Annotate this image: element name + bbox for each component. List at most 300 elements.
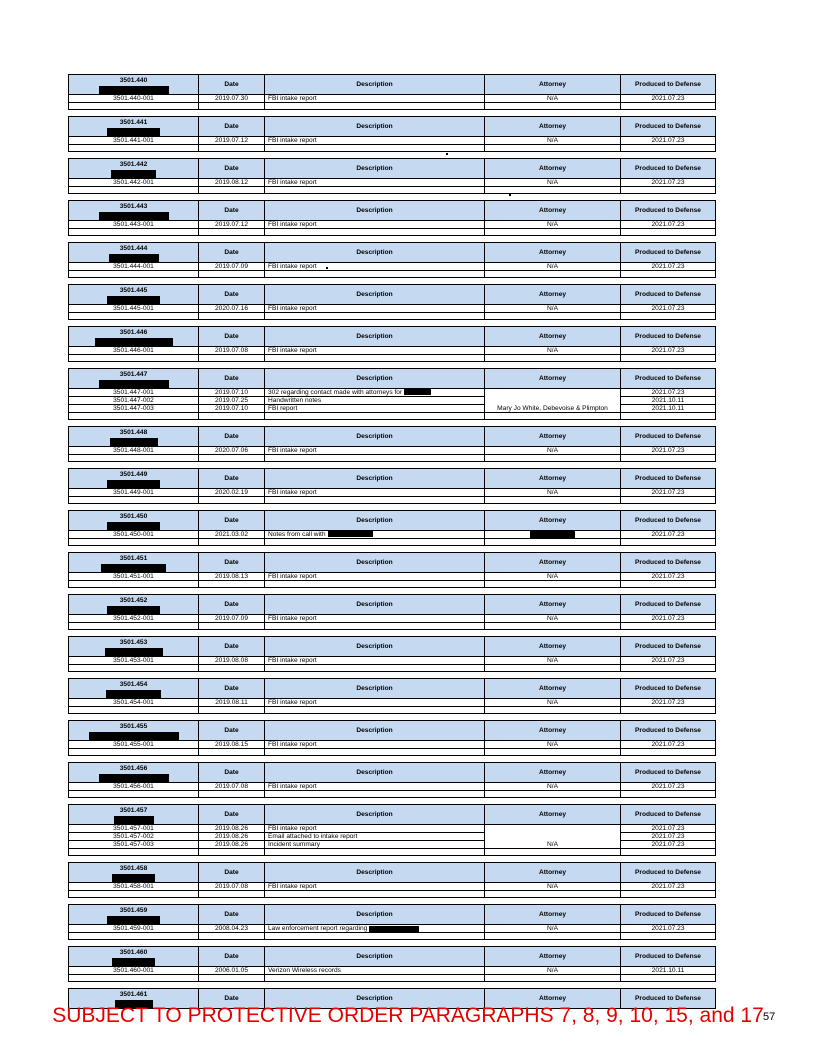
description-cell [265, 397, 485, 405]
description-column-header: Description [265, 679, 485, 699]
produced-date-cell: 2021.07.23 [621, 657, 716, 665]
description-text: Handwritten notes [268, 397, 322, 404]
date-column-header: Date [199, 469, 265, 489]
attorney-column-header: Attorney [485, 75, 621, 95]
empty-cell [69, 975, 199, 982]
table-row [69, 573, 716, 581]
spacer-row [69, 145, 716, 152]
produced-date-cell: 2021.07.23 [621, 95, 716, 103]
document-id-cell: 3501.447-003 [69, 405, 199, 413]
group-id-cell [69, 679, 199, 699]
description-cell [265, 95, 485, 103]
description-text: FBI report [268, 405, 298, 412]
date-cell: 2019.07.25 [199, 397, 265, 405]
group-id: 3501.447 [119, 371, 148, 378]
produced-date-cell: 2021.07.23 [621, 179, 716, 187]
attorney-cell: N/A [485, 925, 621, 933]
redaction-bar [109, 254, 159, 262]
attorney-cell [485, 531, 621, 539]
table-row [69, 531, 716, 539]
empty-cell [621, 413, 716, 420]
description-column-header: Description [265, 805, 485, 825]
description-text: 302 regarding contact made with attorneys for [268, 389, 403, 396]
date-cell: 2019.08.13 [199, 573, 265, 581]
produced-date-cell: 2021.07.23 [621, 783, 716, 791]
attorney-column-header: Attorney [485, 947, 621, 967]
group-id: 3501.444 [119, 245, 148, 252]
empty-cell [199, 145, 265, 152]
description-column-header: Description [265, 469, 485, 489]
attorney-cell: N/A [485, 699, 621, 707]
attorney-redaction [530, 531, 575, 538]
empty-cell [199, 749, 265, 756]
empty-cell [265, 933, 485, 940]
table-row [69, 221, 716, 229]
empty-cell [621, 665, 716, 672]
date-column-header: Date [199, 369, 265, 389]
empty-cell [265, 539, 485, 546]
spacer-row [69, 455, 716, 462]
description-column-header: Description [265, 511, 485, 531]
exhibit-group [68, 74, 716, 110]
description-text: FBI intake report [268, 883, 317, 891]
date-cell: 2019.07.10 [199, 405, 265, 413]
group-header-row [69, 469, 716, 489]
description-column-header: Description [265, 117, 485, 137]
empty-cell [265, 313, 485, 320]
produced-column-header: Produced to Defense [621, 553, 716, 573]
exhibit-group [68, 762, 716, 798]
description-column-header: Description [265, 75, 485, 95]
date-cell: 2019.08.08 [199, 657, 265, 665]
table-row [69, 741, 716, 749]
document-id-cell: 3501.442-001 [69, 179, 199, 187]
attorney-cell: N/A [485, 447, 621, 455]
attorney-column-header: Attorney [485, 369, 621, 389]
page-number: 57 [763, 1011, 776, 1023]
document-id-cell: 3501.445-001 [69, 305, 199, 313]
attorney-column-header: Attorney [485, 469, 621, 489]
empty-cell [265, 229, 485, 236]
spacer-row [69, 623, 716, 630]
document-id-cell: 3501.452-001 [69, 615, 199, 623]
produced-column-header: Produced to Defense [621, 905, 716, 925]
empty-cell [265, 497, 485, 504]
attorney-column-header: Attorney [485, 637, 621, 657]
empty-cell [621, 891, 716, 898]
description-column-header: Description [265, 905, 485, 925]
produced-column-header: Produced to Defense [621, 75, 716, 95]
attorney-cell: N/A [485, 179, 621, 187]
group-id-cell [69, 285, 199, 305]
spacer-row [69, 581, 716, 588]
attorney-cell: N/A [485, 657, 621, 665]
empty-cell [199, 455, 265, 462]
date-column-header: Date [199, 327, 265, 347]
empty-cell [265, 849, 485, 856]
group-id-cell [69, 327, 199, 347]
spacer-row [69, 975, 716, 982]
description-cell [265, 925, 485, 933]
empty-cell [485, 187, 621, 194]
table-row [69, 967, 716, 975]
empty-cell [621, 313, 716, 320]
group-header-row [69, 679, 716, 699]
produced-date-cell: 2021.07.23 [621, 347, 716, 355]
table-row [69, 825, 716, 833]
empty-cell [69, 891, 199, 898]
redaction-bar [107, 606, 160, 614]
table-row [69, 389, 716, 397]
empty-cell [621, 791, 716, 798]
group-id-cell [69, 947, 199, 967]
empty-cell [265, 413, 485, 420]
exhibit-index-sheet [68, 74, 715, 1009]
empty-cell [199, 229, 265, 236]
date-column-header: Date [199, 595, 265, 615]
group-header-row [69, 905, 716, 925]
attorney-cell: N/A [485, 263, 621, 271]
produced-column-header: Produced to Defense [621, 595, 716, 615]
document-id-cell: 3501.447-001 [69, 389, 199, 397]
empty-cell [199, 271, 265, 278]
group-id: 3501.446 [119, 329, 148, 336]
table-row [69, 137, 716, 145]
table-row [69, 699, 716, 707]
redaction-bar [107, 296, 160, 304]
document-id-cell: 3501.450-001 [69, 531, 199, 539]
empty-cell [199, 665, 265, 672]
exhibit-group [68, 946, 716, 982]
description-column-header: Description [265, 243, 485, 263]
date-column-header: Date [199, 947, 265, 967]
empty-cell [199, 413, 265, 420]
description-text: FBI intake report [268, 615, 317, 623]
table-row [69, 925, 716, 933]
description-text: FBI intake report [268, 263, 317, 270]
exhibit-group [68, 116, 716, 152]
redaction-bar [112, 874, 155, 882]
document-id-cell: 3501.459-001 [69, 925, 199, 933]
description-text: FBI intake report [268, 699, 317, 707]
empty-cell [485, 665, 621, 672]
exhibit-group [68, 200, 716, 236]
group-id: 3501.460 [119, 949, 148, 957]
attorney-cell: N/A [485, 137, 621, 145]
produced-date-cell: 2021.10.11 [621, 967, 716, 975]
empty-cell [69, 497, 199, 504]
date-cell: 2008.04.23 [199, 925, 265, 933]
document-id-cell: 3501.457-001 [69, 825, 199, 833]
empty-cell [69, 933, 199, 940]
empty-cell [621, 455, 716, 462]
exhibit-group [68, 426, 716, 462]
group-header-row [69, 243, 716, 263]
spacer-row [69, 355, 716, 362]
description-cell [265, 389, 485, 397]
empty-cell [69, 623, 199, 630]
exhibit-group [68, 368, 716, 420]
group-id: 3501.442 [119, 161, 148, 168]
attorney-column-header: Attorney [485, 763, 621, 783]
description-text: Law enforcement report regarding [268, 925, 368, 933]
produced-date-cell: 2021.10.11 [621, 397, 716, 405]
empty-cell [69, 413, 199, 420]
description-cell [265, 833, 485, 841]
empty-cell [69, 707, 199, 714]
group-id-cell [69, 863, 199, 883]
empty-cell [199, 103, 265, 110]
empty-cell [485, 271, 621, 278]
group-id: 3501.458 [119, 865, 148, 873]
empty-cell [485, 891, 621, 898]
description-column-header: Description [265, 369, 485, 389]
attorney-text: N/A [547, 841, 558, 849]
table-row [69, 883, 716, 891]
produced-date-cell: 2021.07.23 [621, 573, 716, 581]
group-id-cell [69, 201, 199, 221]
exhibit-group [68, 636, 716, 672]
empty-cell [485, 539, 621, 546]
redaction-bar [107, 480, 160, 488]
date-column-header: Date [199, 553, 265, 573]
description-column-header: Description [265, 721, 485, 741]
empty-cell [199, 581, 265, 588]
scan-speck [509, 194, 511, 196]
date-cell: 2019.07.10 [199, 389, 265, 397]
empty-cell [485, 623, 621, 630]
empty-cell [485, 581, 621, 588]
date-column-header: Date [199, 763, 265, 783]
description-column-header: Description [265, 201, 485, 221]
empty-cell [265, 145, 485, 152]
produced-date-cell: 2021.07.23 [621, 841, 716, 849]
spacer-row [69, 187, 716, 194]
attorney-cell: N/A [485, 95, 621, 103]
produced-column-header: Produced to Defense [621, 243, 716, 263]
date-cell: 2019.07.08 [199, 783, 265, 791]
produced-date-cell: 2021.07.23 [621, 221, 716, 229]
empty-cell [485, 849, 621, 856]
produced-column-header: Produced to Defense [621, 763, 716, 783]
date-cell: 2020.07.16 [199, 305, 265, 313]
attorney-column-header: Attorney [485, 117, 621, 137]
empty-cell [265, 271, 485, 278]
description-cell [265, 531, 485, 539]
empty-cell [69, 145, 199, 152]
empty-cell [199, 933, 265, 940]
group-id: 3501.440 [119, 77, 148, 84]
empty-cell [265, 791, 485, 798]
description-column-header: Description [265, 989, 485, 1009]
empty-cell [485, 413, 621, 420]
attorney-column-header: Attorney [485, 553, 621, 573]
produced-date-cell: 2021.07.23 [621, 699, 716, 707]
group-header-row [69, 117, 716, 137]
description-cell [265, 263, 485, 271]
spacer-row [69, 413, 716, 420]
attorney-column-header: Attorney [485, 243, 621, 263]
date-cell: 2019.07.09 [199, 615, 265, 623]
redaction-bar [99, 380, 169, 388]
date-cell: 2019.07.08 [199, 347, 265, 355]
attorney-column-header: Attorney [485, 327, 621, 347]
empty-cell [621, 145, 716, 152]
produced-date-cell: 2021.07.23 [621, 833, 716, 841]
produced-column-header: Produced to Defense [621, 285, 716, 305]
empty-cell [621, 187, 716, 194]
redaction-bar [106, 690, 161, 698]
description-column-header: Description [265, 427, 485, 447]
date-cell: 2019.08.26 [199, 825, 265, 833]
group-id-cell [69, 243, 199, 263]
produced-date-cell: 2021.07.23 [621, 305, 716, 313]
date-column-header: Date [199, 243, 265, 263]
group-id: 3501.452 [119, 597, 148, 605]
group-id-cell [69, 511, 199, 531]
attorney-cell: N/A [485, 489, 621, 497]
description-cell [265, 825, 485, 833]
protective-order-footer: SUBJECT TO PROTECTIVE ORDER PARAGRAPHS 7, 8, 9, 10, 15, and 17 [52, 1004, 764, 1027]
produced-column-header: Produced to Defense [621, 863, 716, 883]
date-cell: 2019.08.26 [199, 841, 265, 849]
date-cell: 2019.08.12 [199, 179, 265, 187]
empty-cell [69, 187, 199, 194]
description-cell [265, 883, 485, 891]
group-header-row [69, 159, 716, 179]
description-cell [265, 573, 485, 581]
produced-column-header: Produced to Defense [621, 427, 716, 447]
empty-cell [69, 749, 199, 756]
table-row [69, 615, 716, 623]
description-cell [265, 783, 485, 791]
produced-date-cell: 2021.07.23 [621, 389, 716, 397]
attorney-cell: N/A [485, 741, 621, 749]
date-column-header: Date [199, 285, 265, 305]
description-text: FBI intake report [268, 347, 317, 354]
spacer-row [69, 791, 716, 798]
redaction-bar [107, 128, 160, 136]
empty-cell [69, 313, 199, 320]
group-header-row [69, 553, 716, 573]
exhibit-group [68, 678, 716, 714]
empty-cell [69, 791, 199, 798]
group-id: 3501.459 [119, 907, 148, 915]
attorney-cell [485, 825, 621, 849]
group-id: 3501.451 [119, 555, 148, 563]
description-cell [265, 347, 485, 355]
redaction-bar [89, 732, 179, 740]
date-cell: 2019.07.08 [199, 883, 265, 891]
group-id-cell [69, 805, 199, 825]
empty-cell [485, 975, 621, 982]
table-row [69, 95, 716, 103]
date-cell: 2006.01.05 [199, 967, 265, 975]
empty-cell [485, 103, 621, 110]
empty-cell [199, 497, 265, 504]
description-column-header: Description [265, 595, 485, 615]
empty-cell [265, 455, 485, 462]
date-column-header: Date [199, 637, 265, 657]
exhibit-group [68, 510, 716, 546]
attorney-cell: N/A [485, 221, 621, 229]
empty-cell [621, 623, 716, 630]
group-id: 3501.449 [119, 471, 148, 478]
empty-cell [485, 497, 621, 504]
produced-date-cell: 2021.07.23 [621, 825, 716, 833]
group-header-row [69, 285, 716, 305]
produced-date-cell: 2021.07.23 [621, 531, 716, 539]
empty-cell [485, 313, 621, 320]
empty-cell [265, 581, 485, 588]
group-header-row [69, 805, 716, 825]
table-row [69, 447, 716, 455]
redaction-bar [105, 648, 163, 656]
empty-cell [199, 313, 265, 320]
exhibit-group [68, 720, 716, 756]
produced-column-header: Produced to Defense [621, 679, 716, 699]
empty-cell [199, 849, 265, 856]
produced-date-cell: 2021.07.23 [621, 263, 716, 271]
description-text: FBI intake report [268, 783, 317, 791]
spacer-row [69, 749, 716, 756]
empty-cell [265, 187, 485, 194]
group-header-row [69, 637, 716, 657]
produced-column-header: Produced to Defense [621, 947, 716, 967]
empty-cell [199, 539, 265, 546]
group-id-cell [69, 595, 199, 615]
empty-cell [621, 229, 716, 236]
empty-cell [199, 355, 265, 362]
empty-cell [199, 975, 265, 982]
date-cell: 2019.07.09 [199, 263, 265, 271]
empty-cell [621, 539, 716, 546]
group-header-row [69, 427, 716, 447]
attorney-cell: N/A [485, 615, 621, 623]
document-id-cell: 3501.455-001 [69, 741, 199, 749]
group-id: 3501.453 [119, 639, 148, 647]
empty-cell [621, 271, 716, 278]
produced-column-header: Produced to Defense [621, 989, 716, 1009]
group-header-row [69, 327, 716, 347]
document-id-cell: 3501.454-001 [69, 699, 199, 707]
produced-date-cell: 2021.07.23 [621, 489, 716, 497]
exhibit-group [68, 326, 716, 362]
inline-redaction [328, 531, 373, 537]
attorney-column-header: Attorney [485, 511, 621, 531]
attorney-cell: N/A [485, 347, 621, 355]
date-column-header: Date [199, 863, 265, 883]
produced-date-cell: 2021.07.23 [621, 883, 716, 891]
group-id: 3501.455 [119, 723, 148, 731]
description-text: FBI intake report [268, 447, 317, 454]
produced-column-header: Produced to Defense [621, 327, 716, 347]
description-text: FBI intake report [268, 221, 317, 228]
description-text: FBI intake report [268, 573, 317, 581]
produced-column-header: Produced to Defense [621, 369, 716, 389]
group-id-cell [69, 427, 199, 447]
group-id: 3501.445 [119, 287, 148, 294]
description-column-header: Description [265, 327, 485, 347]
description-text: FBI intake report [268, 305, 317, 312]
table-row [69, 305, 716, 313]
attorney-column-header: Attorney [485, 285, 621, 305]
document-id-cell: 3501.458-001 [69, 883, 199, 891]
description-text: FBI intake report [268, 95, 317, 102]
table-row [69, 783, 716, 791]
group-id-cell [69, 721, 199, 741]
group-header-row [69, 863, 716, 883]
